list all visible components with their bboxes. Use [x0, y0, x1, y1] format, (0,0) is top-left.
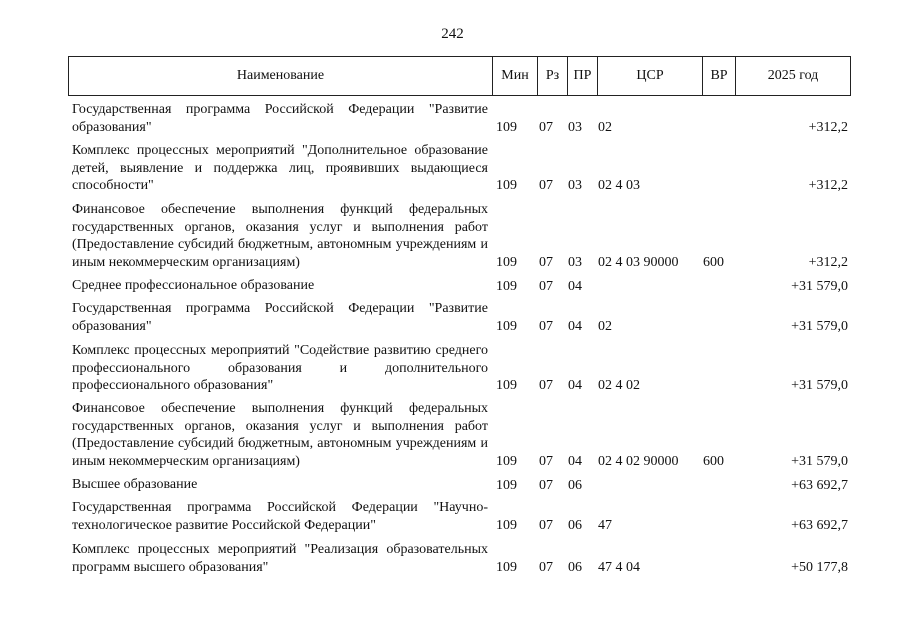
row-sum: +312,2 [808, 177, 848, 193]
header-min: Мин [492, 57, 537, 95]
row-csr: 47 4 04 [598, 559, 640, 575]
row-rz: 07 [539, 254, 553, 270]
row-pr: 04 [568, 453, 582, 469]
table-row [0, 499, 905, 534]
row-pr: 06 [568, 477, 582, 493]
row-csr: 02 4 03 90000 [598, 254, 679, 270]
table-row [0, 400, 905, 470]
header-rz: Рз [537, 57, 567, 95]
row-pr: 03 [568, 119, 582, 135]
row-min: 109 [496, 453, 517, 469]
row-pr: 04 [568, 278, 582, 294]
table-header [68, 56, 851, 96]
row-sum: +312,2 [808, 119, 848, 135]
table-row [0, 300, 905, 335]
row-name: Государственная программа Российской Федерации "Развитие образования" [72, 301, 488, 334]
row-name: Комплекс процессных мероприятий "Содействие развитию среднего профессионального образования и дополнительного профессионального образования" [72, 343, 488, 393]
row-csr: 02 [598, 318, 612, 334]
table-row [0, 201, 905, 271]
table-row [0, 142, 905, 194]
table-row [0, 342, 905, 394]
row-sum: +63 692,7 [791, 477, 848, 493]
row-rz: 07 [539, 318, 553, 334]
row-min: 109 [496, 477, 517, 493]
row-min: 109 [496, 278, 517, 294]
header-year: 2025 год [735, 57, 850, 95]
row-sum: +50 177,8 [791, 559, 848, 575]
row-pr: 04 [568, 377, 582, 393]
header-name: Наименование [236, 68, 325, 83]
row-csr: 47 [598, 517, 612, 533]
row-name: Комплекс процессных мероприятий "Реализация образовательных программ высшего образования" [72, 542, 488, 575]
row-csr: 02 4 02 [598, 377, 640, 393]
header-pr: ПР [567, 57, 597, 95]
row-rz: 07 [539, 119, 553, 135]
row-name: Финансовое обеспечение выполнения функций федеральных государственных органов, оказания услуг и выполнения работ (Предоставление субсидий бюджетным, автономным учреждениям и иным некоммерческим организациям) [72, 202, 488, 270]
table-row [0, 101, 905, 136]
row-min: 109 [496, 318, 517, 334]
row-vr: 600 [703, 453, 724, 469]
table-row [0, 476, 905, 494]
row-rz: 07 [539, 517, 553, 533]
row-csr: 02 4 03 [598, 177, 640, 193]
row-sum: +312,2 [808, 254, 848, 270]
row-csr: 02 4 02 90000 [598, 453, 679, 469]
row-rz: 07 [539, 477, 553, 493]
row-sum: +31 579,0 [791, 453, 848, 469]
header-csr: ЦСР [597, 57, 702, 95]
row-min: 109 [496, 177, 517, 193]
row-min: 109 [496, 377, 517, 393]
row-min: 109 [496, 254, 517, 270]
row-sum: +31 579,0 [791, 377, 848, 393]
row-rz: 07 [539, 559, 553, 575]
row-sum: +31 579,0 [791, 278, 848, 294]
row-name: Комплекс процессных мероприятий "Дополнительное образование детей, выявление и поддержка лиц, проявивших выдающиеся способности" [72, 143, 488, 193]
row-pr: 03 [568, 177, 582, 193]
row-csr: 02 [598, 119, 612, 135]
row-sum: +31 579,0 [791, 318, 848, 334]
row-min: 109 [496, 559, 517, 575]
page-number: 242 [441, 26, 464, 42]
row-rz: 07 [539, 377, 553, 393]
row-name: Финансовое обеспечение выполнения функций федеральных государственных органов, оказания услуг и выполнения работ (Предоставление субсидий бюджетным, автономным учреждениям и иным некоммерческим организациям) [72, 401, 488, 469]
row-sum: +63 692,7 [791, 517, 848, 533]
row-name: Государственная программа Российской Федерации "Научно-технологическое развитие Российской Федерации" [72, 500, 488, 533]
row-min: 109 [496, 517, 517, 533]
row-pr: 04 [568, 318, 582, 334]
row-pr: 06 [568, 559, 582, 575]
row-rz: 07 [539, 278, 553, 294]
row-rz: 07 [539, 453, 553, 469]
header-vr: ВР [702, 57, 735, 95]
table-row [0, 541, 905, 576]
row-rz: 07 [539, 177, 553, 193]
row-vr: 600 [703, 254, 724, 270]
table-row [0, 277, 905, 295]
row-name: Среднее профессиональное образование [72, 278, 315, 293]
row-name: Высшее образование [72, 477, 198, 492]
row-name: Государственная программа Российской Федерации "Развитие образования" [72, 102, 488, 135]
row-min: 109 [496, 119, 517, 135]
row-pr: 06 [568, 517, 582, 533]
row-pr: 03 [568, 254, 582, 270]
